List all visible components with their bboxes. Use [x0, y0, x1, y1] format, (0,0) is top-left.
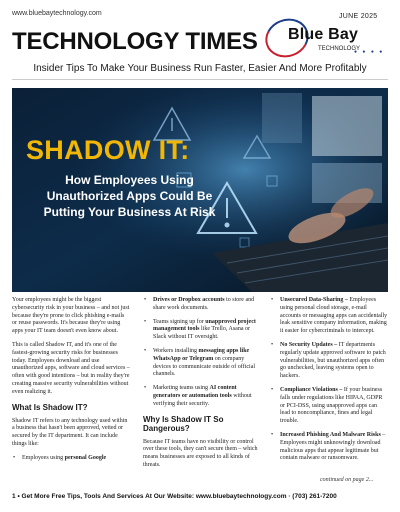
issue-date: JUNE 2025	[339, 13, 378, 20]
list-item: • Marketing teams using AI content generators or automation tools without verifying their security.	[143, 385, 261, 408]
hero-title: SHADOW IT:	[26, 135, 190, 165]
list-item: • Employees using personal Google	[12, 455, 130, 463]
list-item: • Increased Phishing And Malware Risks – Employees might unknowingly download malicious apps that appear legitimate but contain malware or ransomware.	[270, 432, 388, 463]
list-item: • Workers installing messaging apps like WhatsApp or Telegram on company devices to communicate outside of official channels.	[143, 348, 261, 379]
section-heading: Why Is Shadow IT So Dangerous?	[143, 414, 224, 433]
company-logo	[262, 17, 394, 59]
header-divider	[12, 79, 388, 80]
paragraph: Shadow IT refers to any technology used within a business that hasn't been approved, vetted or secured by the IT department. It can include things like:	[12, 417, 128, 447]
logo-dots: ● ● ● ●	[354, 49, 385, 55]
list-item: • No Security Updates – IT departments regularly update approved software to patch vulnerabilities, but unauthorized apps often go unchecked, leaving systems open to hackers.	[270, 342, 388, 381]
footer-text[interactable]: Get More Free Tips, Tools And Services At Our Website: www.bluebaytechnology.com · (703) 261-7200	[21, 493, 337, 500]
list-item: • Unsecured Data-Sharing – Employees using personal cloud storage, e-mail accounts or messaging apps can accidentally leak sensitive company information, making it easier for cybercriminals to intercept.	[270, 297, 388, 336]
logo-subtitle: TECHNOLOGY	[318, 46, 361, 52]
newsletter-title: TECHNOLOGY TIMES	[12, 28, 258, 55]
hero-banner	[12, 88, 388, 292]
page-number: 1	[12, 493, 16, 500]
article-column-2	[143, 297, 261, 476]
logo-name: Blue Bay	[288, 26, 359, 43]
paragraph: Because IT teams have no visibility or control over these tools, they can't secure them – which means businesses are exposed to all kinds of threats.	[143, 438, 258, 468]
section-heading: What Is Shadow IT?	[12, 402, 88, 412]
list-item: • Compliance Violations – If your business falls under regulations like HIPAA, GDPR or PCI-DSS, using unapproved apps can lead to noncompliance, fines and legal trouble.	[270, 387, 388, 426]
footer: 1 • Get More Free Tips, Tools And Services At Our Website: www.bluebaytechnology.com · (703) 261-7200	[12, 493, 337, 500]
header-url[interactable]: www.bluebaytechnology.com	[12, 10, 102, 17]
hero-subtitle: How Employees Using Unauthorized Apps Could Be Putting Your Business At Risk	[43, 173, 216, 219]
article-column-1	[12, 297, 130, 469]
paragraph: This is called Shadow IT, and it's one of the fastest-growing security risks for businesses today. Employees download and use unauthorized apps, software and cloud services – often with good intentions – but in reality they're creating massive security vulnerabilities without even realizing it.	[12, 341, 130, 395]
tagline: Insider Tips To Make Your Business Run Faster, Easier And More Profitably	[33, 63, 367, 74]
article-column-3	[270, 297, 388, 469]
list-item: • Drives or Dropbox accounts to store and share work documents.	[143, 297, 261, 313]
continued-note: continued on page 2...	[320, 477, 374, 483]
paragraph: Your employees might be the biggest cybersecurity risk in your business – and not just because they're prone to click phishing e-mails or reuse passwords. It's because they're using apps your IT team doesn't even know about.	[12, 297, 130, 335]
list-item: • Teams signing up for unapproved project management tools like Trello, Asana or Slack without IT oversight.	[143, 319, 261, 342]
